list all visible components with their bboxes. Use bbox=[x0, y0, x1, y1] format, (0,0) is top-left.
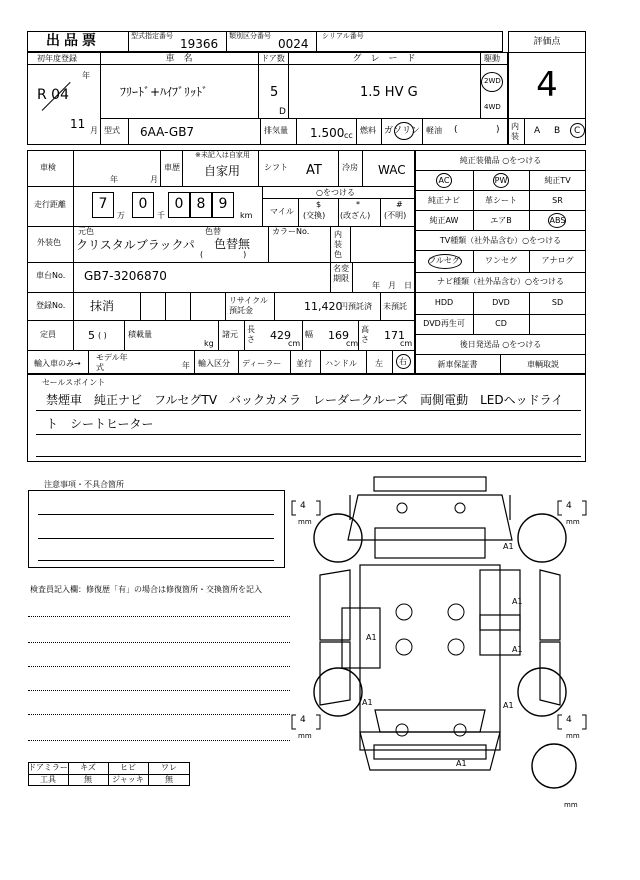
sales-label: セールスポイント bbox=[42, 378, 106, 387]
cc-unit: cc bbox=[344, 131, 353, 140]
later-manual: 車輌取説 bbox=[527, 360, 559, 369]
dealer: ディーラー bbox=[242, 359, 282, 368]
year-unit: 年 bbox=[82, 71, 90, 80]
exchange: (交換) bbox=[303, 211, 326, 220]
bottom-header-3: ヒビ bbox=[120, 763, 136, 772]
damage-mark-4: A1 bbox=[512, 645, 523, 654]
tamper: (改ざん) bbox=[340, 211, 371, 220]
capacity-value: 5 bbox=[88, 329, 95, 342]
equip-abs: ABS bbox=[549, 216, 566, 225]
paint-paren: ( ) bbox=[200, 250, 247, 259]
inspector-label: 検査員記入欄：修復歴「有」の場合は修復箇所・交換箇所を記入 bbox=[30, 585, 262, 594]
unpaid-label: 未預託 bbox=[383, 302, 407, 311]
length-label: 長さ bbox=[247, 325, 255, 344]
later-warranty: 新車保証書 bbox=[437, 360, 478, 369]
load-label: 積載量 bbox=[128, 330, 152, 339]
chassis-month-unit: 月 bbox=[388, 281, 396, 290]
damage-mark-6: A1 bbox=[503, 701, 514, 710]
navi-dvd: DVD bbox=[492, 298, 510, 307]
class-no-label: 類別区分番号 bbox=[229, 32, 271, 40]
bottom-header-4: ワレ bbox=[161, 763, 177, 772]
spare-tire bbox=[532, 744, 576, 788]
inspection-year-unit: 年 bbox=[110, 175, 118, 184]
vehicle-type: 自家用 bbox=[204, 164, 241, 178]
drive-4wd: 4WD bbox=[484, 103, 501, 111]
width: 169 bbox=[328, 329, 349, 342]
paint-label: 色替 bbox=[205, 227, 221, 236]
bottom-header-2: キズ bbox=[80, 763, 96, 772]
name-change-label: 名変期限 bbox=[333, 264, 349, 283]
equip-navi: 純正ナビ bbox=[428, 196, 460, 205]
bottom-value-1: 工具 bbox=[40, 775, 56, 784]
width-label: 幅 bbox=[305, 330, 313, 339]
model: 6AA-GB7 bbox=[140, 125, 195, 139]
type-no: 19366 bbox=[180, 37, 219, 51]
registration-value: 抹消 bbox=[90, 299, 115, 313]
height-cm: cm bbox=[400, 339, 413, 348]
spare-tire-mm: mm bbox=[564, 801, 578, 809]
interior-grade-b: B bbox=[554, 126, 561, 136]
navi-hdd: HDD bbox=[434, 298, 454, 307]
model-year-unit: 年 bbox=[182, 361, 190, 370]
tamper-sym: * bbox=[356, 200, 360, 209]
damage-mark-5: A1 bbox=[362, 698, 373, 707]
equip-pw: PW bbox=[494, 176, 508, 185]
fuel: ガソリン bbox=[384, 126, 421, 136]
chassis-no: GB7-3206870 bbox=[84, 269, 167, 283]
recycle-paid: 円預託済 bbox=[340, 302, 372, 311]
unknown: (不明) bbox=[384, 211, 407, 220]
serial-label: シリアル番号 bbox=[322, 32, 364, 40]
width-cm: cm bbox=[346, 339, 359, 348]
navi-title: ナビ種類（社外品含む）○をつける bbox=[437, 277, 564, 286]
navi-cd: CD bbox=[495, 319, 507, 328]
damage-mark-3: A1 bbox=[366, 633, 377, 642]
recycle-label: リサイクル預託金 bbox=[229, 296, 268, 315]
tv-analog: アナログ bbox=[541, 256, 574, 265]
length-cm: cm bbox=[288, 339, 301, 348]
capacity-label: 定員 bbox=[40, 330, 56, 339]
equip-aw: 純正AW bbox=[429, 216, 459, 225]
mileage-digit-4: 8 bbox=[196, 196, 206, 212]
interior-grade-a: A bbox=[534, 126, 541, 136]
registration-label: 登録No. bbox=[36, 301, 66, 310]
tire-depth-rf: 4 bbox=[566, 501, 572, 511]
handle-label: ハンドル bbox=[325, 359, 357, 368]
original-color: クリスタルブラックパ bbox=[76, 238, 195, 252]
ac: WAC bbox=[378, 163, 406, 177]
mileage-man: 万 bbox=[117, 211, 125, 220]
bottom-value-3: ジャッキ bbox=[112, 775, 144, 784]
ac-label: 冷房 bbox=[342, 163, 358, 172]
grade: 1.5 HV G bbox=[360, 85, 418, 100]
class-no: 0024 bbox=[278, 37, 309, 51]
height: 171 bbox=[384, 329, 405, 342]
model-label: 型式 bbox=[104, 126, 120, 135]
exchange-sym: $ bbox=[316, 200, 322, 209]
notes-box bbox=[28, 490, 285, 568]
month-unit: 月 bbox=[90, 126, 98, 135]
chassis-year-unit: 年 bbox=[372, 281, 380, 290]
sales-line-2: ト シートヒーター bbox=[46, 417, 154, 431]
drive-2wd: 2WD bbox=[484, 77, 501, 85]
era-year: R 04 bbox=[37, 87, 69, 103]
factory-title: 純正装備品 ○をつける bbox=[459, 156, 542, 165]
recycle-value: 11,420 bbox=[304, 300, 343, 313]
equip-ac: AC bbox=[438, 176, 450, 185]
shift: AT bbox=[306, 163, 322, 178]
mileage-digit-3: 0 bbox=[174, 196, 184, 212]
original-color-label: 元色 bbox=[78, 227, 94, 236]
car-name: ﾌﾘｰﾄﾞ+ﾊｲﾌﾞﾘｯﾄﾞ bbox=[120, 85, 209, 99]
paren-close: ) bbox=[496, 125, 500, 135]
tire-depth-lf-mm: mm bbox=[298, 518, 312, 526]
rear-bumper bbox=[374, 745, 486, 759]
tire-depth-rr: 4 bbox=[566, 715, 572, 725]
equip-leather: 革シート bbox=[485, 196, 517, 205]
form-title: 出品票 bbox=[46, 33, 100, 49]
capacity-persons: ( ) bbox=[98, 331, 107, 340]
handle-left: 左 bbox=[375, 359, 383, 368]
tire-depth-lf: 4 bbox=[300, 501, 306, 511]
chassis-label: 車台No. bbox=[36, 271, 66, 280]
import-class-label: 輸入区分 bbox=[198, 359, 230, 368]
parallel: 並行 bbox=[296, 359, 312, 368]
damage-mark-2: A1 bbox=[512, 597, 523, 606]
bottom-value-2: 無 bbox=[84, 775, 92, 784]
type-no-label: 型式指定番号 bbox=[131, 32, 173, 40]
doors-type: D bbox=[279, 107, 286, 117]
mileage-digit-5: 9 bbox=[218, 196, 228, 212]
chassis-day-unit: 日 bbox=[404, 281, 412, 290]
vehicle-type-note: ※未記入は自家用 bbox=[195, 151, 250, 159]
tv-oneseg: ワンセグ bbox=[485, 256, 517, 265]
unknown-sym: # bbox=[396, 200, 403, 209]
length: 429 bbox=[270, 329, 291, 342]
navi-dvd-play: DVD再生可 bbox=[423, 319, 465, 328]
handle-right: 右 bbox=[399, 357, 407, 366]
equip-airbag: エアB bbox=[490, 216, 512, 225]
sales-line-1: 禁煙車 純正ナビ フルセグTV バックカメラ レーダークルーズ 両側電動 LEDヘッドライ bbox=[46, 393, 564, 407]
mileage-digit-2: 0 bbox=[138, 196, 148, 212]
load-kg: kg bbox=[204, 339, 214, 348]
displacement: 1.500 bbox=[310, 126, 345, 140]
mileage-digit-1: 7 bbox=[98, 196, 108, 212]
later-title: 後日発送品 ○をつける bbox=[459, 340, 542, 349]
paint: 色替無 bbox=[214, 237, 251, 251]
vehicle-type-label: 車歴 bbox=[164, 163, 180, 172]
mileage-mile: マイル bbox=[270, 207, 294, 216]
drive-label: 駆動 bbox=[484, 54, 500, 63]
tire-depth-lr: 4 bbox=[300, 715, 306, 725]
depth-brackets bbox=[290, 495, 590, 745]
interior-grade-c: C bbox=[574, 126, 581, 136]
equip-tv: 純正TV bbox=[544, 176, 571, 185]
car-name-label: 車 名 bbox=[165, 54, 193, 64]
score-value: 4 bbox=[536, 65, 558, 105]
equip-sr: SR bbox=[552, 196, 563, 205]
first-reg-label: 初年度登録 bbox=[37, 54, 77, 63]
grade-label: グ レ ー ド bbox=[352, 54, 416, 64]
bottom-value-4: 無 bbox=[165, 775, 173, 784]
tire-depth-rr-mm: mm bbox=[566, 732, 580, 740]
import-label: 輸入車のみ→ bbox=[34, 359, 81, 368]
damage-mark-1: A1 bbox=[503, 542, 514, 551]
paren-open: ( bbox=[454, 125, 458, 135]
doors: 5 bbox=[270, 85, 279, 100]
displacement-label: 排気量 bbox=[264, 126, 288, 135]
navi-sd: SD bbox=[551, 298, 564, 307]
front-bumper bbox=[374, 477, 486, 491]
score-label: 評価点 bbox=[533, 37, 561, 47]
reg-month: 11 bbox=[70, 117, 86, 131]
tire-depth-lr-mm: mm bbox=[298, 732, 312, 740]
color-no-label: カラーNo. bbox=[272, 227, 310, 236]
dims-label: 諸元 bbox=[222, 330, 238, 339]
mileage-circle-note: ○をつける bbox=[316, 188, 355, 197]
damage-mark-7: A1 bbox=[456, 759, 467, 768]
color-label: 外装色 bbox=[37, 238, 61, 247]
inspection-label: 車検 bbox=[40, 163, 56, 172]
notes-label: 注意事項・不具合箇所 bbox=[44, 480, 124, 489]
shift-label: シフト bbox=[264, 163, 288, 172]
tv-fullseg: フルセグ bbox=[428, 256, 460, 265]
interior-label: 内装 bbox=[511, 122, 519, 141]
bottom-header-1: ドアミラー bbox=[28, 763, 68, 772]
inspection-month-unit: 月 bbox=[150, 175, 158, 184]
light-oil: 軽油 bbox=[426, 126, 442, 135]
tv-title: TV種類（社外品含む）○をつける bbox=[439, 236, 562, 245]
model-year-label: モデル年式 bbox=[96, 353, 128, 372]
mileage-km: km bbox=[240, 211, 253, 220]
tire-depth-rf-mm: mm bbox=[566, 518, 580, 526]
mileage-label: 走行距離 bbox=[34, 200, 66, 209]
fuel-label: 燃料 bbox=[360, 126, 376, 135]
doors-label: ドア数 bbox=[261, 54, 285, 63]
mileage-sen: 千 bbox=[157, 211, 165, 220]
height-label: 高さ bbox=[361, 325, 369, 344]
interior-color-label: 内装色 bbox=[334, 230, 342, 259]
